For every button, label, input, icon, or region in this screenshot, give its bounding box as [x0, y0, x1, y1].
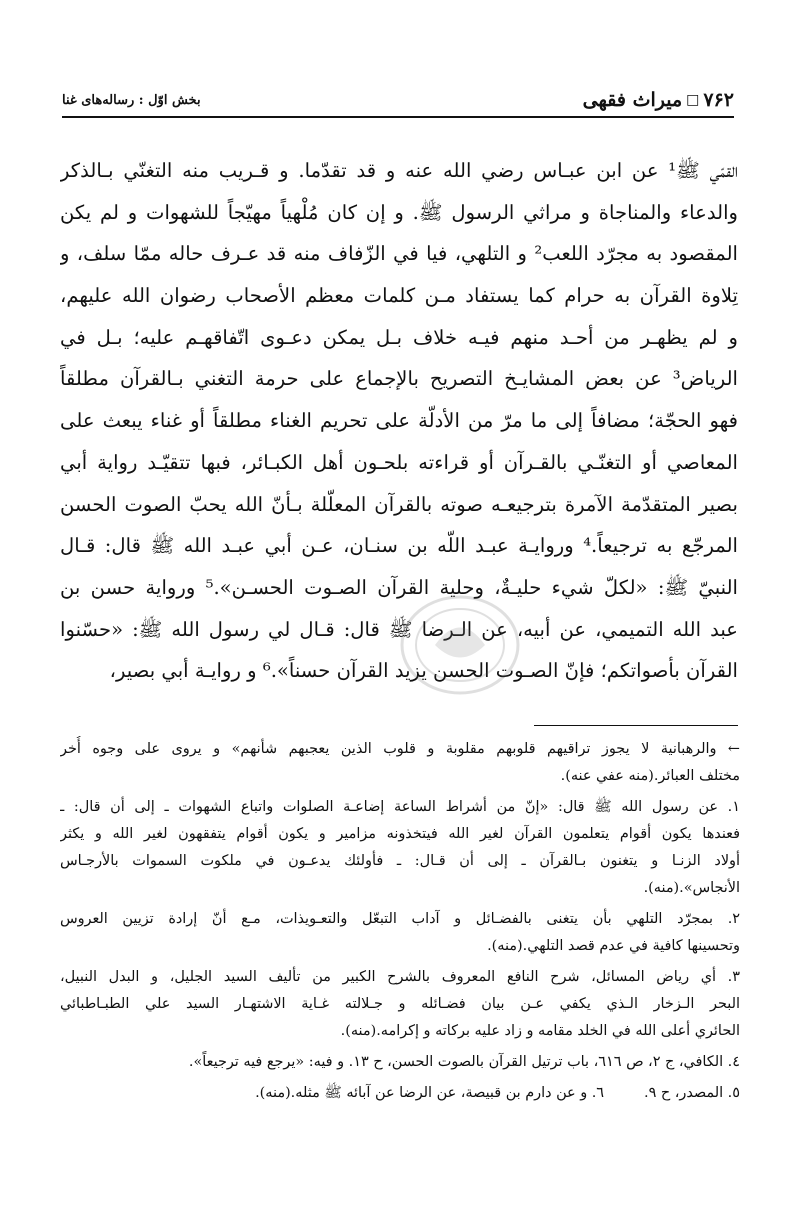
footnote-6: ٦. و عن دارم بن قبيصة، عن الرضا عن آبائه ﷺ مثله.(منه).: [255, 1085, 605, 1101]
footnote-1: [60, 794, 740, 902]
body-line: فهو الحجّة؛ مضافاً إلى ما مرّ من الأدلّة على تحريم الغناء مطلقاً أو غناء يبعث على: [60, 409, 738, 433]
footnote-line: ٤. الكافي، ج ٢، ص ٦١٦، باب ترتيل القرآن بالصوت الحسن، ح ١٣. و فيه: «يرجع فيه ترجيعاً».: [188, 1054, 740, 1070]
body-line: و لم يظهـر من أحـد منهم فيـه خلاف بـل يمكن دعـوى اتّفاقهـم عليه؛ بـل في: [60, 325, 738, 349]
footnote-line: الأنجاس».(منه).: [643, 880, 740, 896]
footnote-line: الحائري أعلى الله في الخلد مقامه و زاد عليه بركاته و إكرامه.(منه).: [340, 1023, 740, 1039]
footnote-line: ١. عن رسول الله ﷺ قال: «إنّ من أشراط الساعة إضاعـة الصلوات واتباع الشهوات ـ إلى أن قال: ـ: [60, 799, 740, 815]
body-line: والدعاء والمناجاة و مراثي الرسول ﷺ. و إن كان مُلْهياً مهيّجاً للشهوات و لم يكن: [60, 200, 738, 224]
footnote-2: [60, 906, 740, 960]
footnote-line: ٣. أي رياض المسائل، شرح النافع المعروف بالشرح الكبير من تأليف السيد الجليل، و البدل النبيل،: [60, 969, 740, 985]
footnote-5: ٥. المصدر، ح ٩.: [644, 1085, 740, 1101]
body-line: النبيّ ﷺ: «لكلّ شيء حليـةٌ، وحلية القرآن الصـوت الحسـن».⁵ ورواية حسن بن: [60, 575, 738, 599]
section-title: بخش اوّل : رساله‌های غنا: [62, 92, 201, 108]
body-line: عبد الله التميمي، عن أبيه، عن الـرضا ﷺ قال: قـال لي رسول الله ﷺ: «حسّنوا: [60, 617, 738, 641]
book-title: میراث فقهی: [582, 89, 683, 111]
footnote-line: مختلف العبائر.(منه عفي عنه).: [560, 768, 740, 784]
footnote-3: [60, 964, 740, 1045]
footnote-4: [60, 1049, 740, 1076]
footnote-continuation: [60, 736, 740, 790]
body-line: الرياض³ عن بعض المشايـخ التصريح بالإجماع على حرمة التغني بـالقرآن مطلقاً: [60, 367, 738, 391]
body-line: المعاصي أو التغنّـي بالقـرآن أو قراءته بلحـون أهل الكبـائر، فبها تتقيّـد رواية أبي: [60, 450, 738, 474]
page-number-block: [583, 89, 734, 111]
body-line: بصير المتقدّمة الآمرة بترجيعـه صوته بالقرآن المعلّلة بـأنّ الله يحبّ الصوت الحسن: [60, 492, 738, 516]
footnotes: [60, 736, 740, 1176]
footnote-line: وتحسينها كافية في عدم قصد التلهي.(منه).: [487, 938, 740, 954]
page-header: [62, 84, 734, 118]
body-line: القرآن بأصواتكم؛ فإنّ الصـوت الحسن يزيد القرآن حسناً».⁶ و روايـة أبي بصير،: [109, 659, 738, 683]
body-line: القمّي ﷺ¹ عن ابن عبـاس رضي الله عنه و قد تقدّما. و قـريب منه التغنّي بـالذكر: [60, 159, 738, 182]
footnotes-5-6: [60, 1080, 740, 1107]
body-line: المقصود به مجرّد اللعب² و التلهي، فيا في الزّفاف منه قد عـرف حاله ممّا سلف، و: [60, 242, 738, 266]
footnote-line: البحر الـزخار الـذي يكفي عـن بيان فضـائله و جـلالته غـاية الاشتهـار السيد علي الطبـاطبائي: [60, 996, 740, 1012]
footnote-line: ٢. بمجرّد التلهي بأن يتغنى بالفضـائل و آداب التبعّل والتعـويذات، مـع أنّ إرادة تزيين العروس: [60, 911, 740, 927]
footnote-line: ← والرهبانية لا يجوز تراقيهم قلوبهم مقلوبة و قلوب الذين يعجبهم شأنهم» و يروى على وجوه أُخر: [60, 741, 740, 757]
footnote-line: أولاد الزنـا و يتغنون بـالقرآن ـ إلى أن قـال: ـ فأولئك يدعـون في ملكوت السموات بالأرجـاس: [60, 853, 740, 869]
separator-square-icon: □: [686, 92, 700, 108]
page-number: ۷۶۲: [703, 89, 734, 111]
footnote-separator: [534, 725, 738, 726]
footnote-line: فعندها يكون أقوام يتعلمون القرآن لغير الله فيتخذونه مزامير و يكون أقوام يتفقهون لغير الله و يكثر: [60, 826, 740, 842]
body-line: المرجّع به ترجيعاً.⁴ وروايـة عبـد اللّه بن سنـان، عـن أبي عبـد الله ﷺ قال: قـال: [60, 534, 738, 558]
body-line: تِلاوة القرآن به حرام كما يستفاد مـن كلمات معظم الأصحاب رضوان الله عليهم،: [60, 284, 738, 308]
library-seal-icon: [395, 590, 525, 700]
